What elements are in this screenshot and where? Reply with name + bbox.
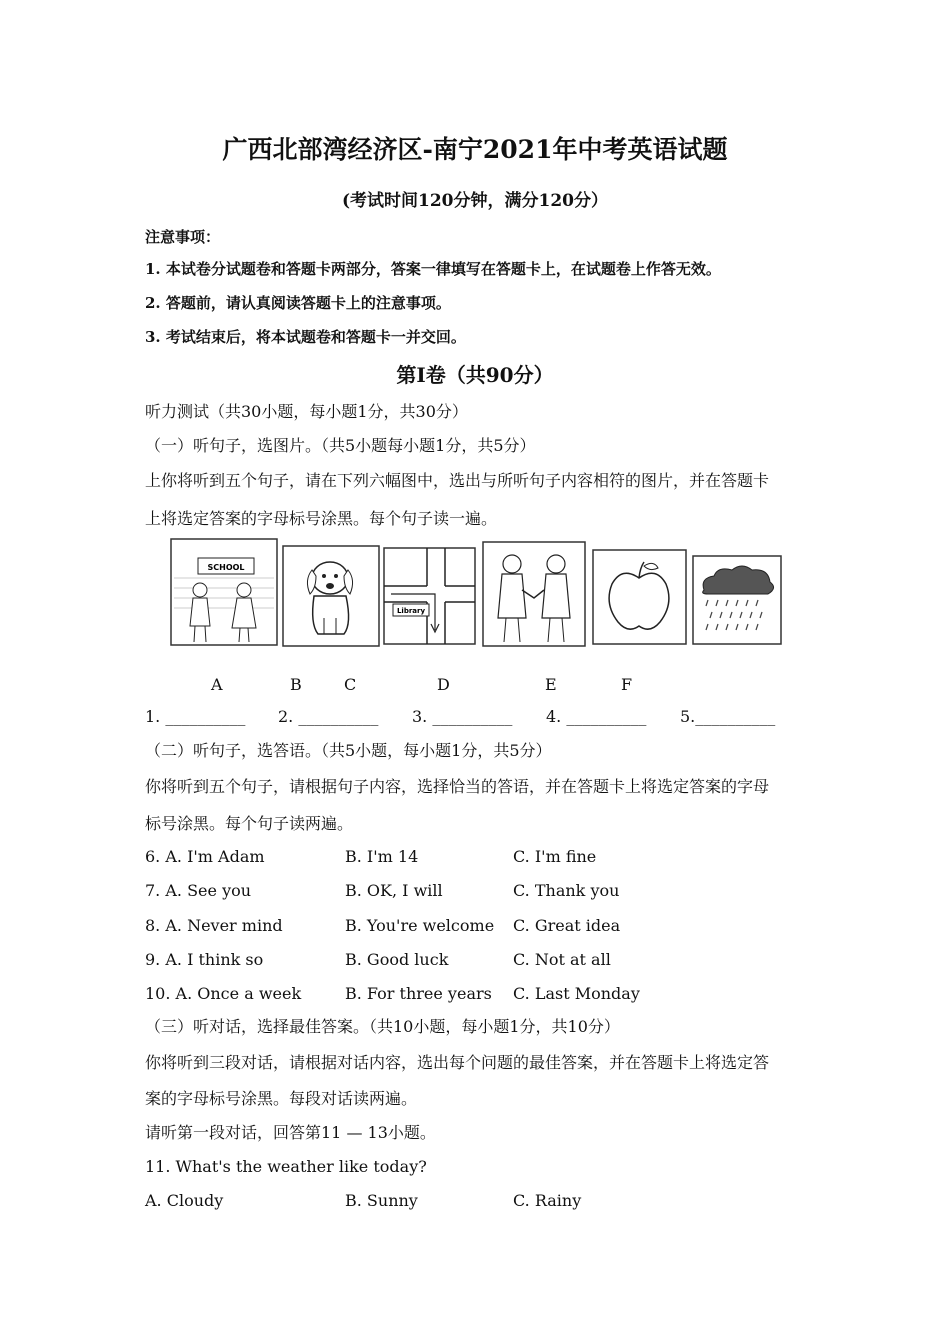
picture-letter-a: A (211, 675, 223, 694)
q8-option-c: C. Great idea (513, 916, 621, 935)
q8-option-b: B. You're welcome (345, 916, 495, 935)
part3-instruction-1: 你将听到三段对话，请根据对话内容，选出每个问题的最佳答案，并在答题卡上将选定答 (145, 1053, 770, 1072)
picture-school (170, 538, 278, 648)
q7-option-a: 7. A. See you (145, 881, 252, 900)
q10-option-a: 10. A. Once a week (145, 984, 302, 1003)
exam-subtitle: (考试时间120分钟，满分120分） (341, 191, 608, 211)
listening-heading: 听力测试（共30小题，每小题1分，共30分） (145, 402, 468, 421)
q11-option-a: A. Cloudy (145, 1191, 224, 1210)
picture-handshake (482, 538, 586, 648)
q9-option-c: C. Not at all (513, 950, 611, 969)
part2-heading: （二）听句子，选答语。（共5小题，每小题1分，共5分） (145, 741, 552, 760)
picture-apple (592, 538, 687, 648)
q8-option-a: 8. A. Never mind (145, 916, 283, 935)
part1-instruction-2: 上将选定答案的字母标号涂黑。每个句子读一遍。 (145, 509, 498, 528)
school-sign-label: SCHOOL (207, 563, 245, 572)
q11-question: 11. What's the weather like today? (145, 1157, 427, 1176)
q10-option-c: C. Last Monday (513, 984, 640, 1003)
picture-dog (282, 538, 380, 648)
q6-option-a: 6. A. I'm Adam (145, 847, 265, 866)
picture-letter-b: B (290, 675, 302, 694)
picture-rain-cloud (692, 538, 782, 648)
library-sign-label: Library (396, 607, 426, 615)
q6-option-b: B. I'm 14 (345, 847, 419, 866)
q7-option-b: B. OK, I will (345, 881, 443, 900)
q7-option-c: C. Thank you (513, 881, 620, 900)
section-title: 第Ⅰ卷（共90分） (396, 363, 554, 387)
dialogue-1-instruction: 请听第一段对话，回答第11 — 13小题。 (145, 1123, 436, 1142)
part1-heading: （一）听句子，选图片。（共5小题每小题1分，共5分） (145, 436, 536, 455)
q6-option-c: C. I'm fine (513, 847, 597, 866)
notice-item-1: 1. 本试卷分试题卷和答题卡两部分，答案一律填写在答题卡上，在试题卷上作答无效。 (145, 260, 721, 278)
notice-heading: 注意事项： (145, 228, 221, 246)
answer-blank-2: 2. __________ (278, 707, 379, 726)
notice-item-2: 2. 答题前，请认真阅读答题卡上的注意事项。 (145, 294, 451, 312)
part2-instruction-2: 标号涂黑。每个句子读两遍。 (145, 814, 354, 833)
q11-option-b: B. Sunny (345, 1191, 418, 1210)
exam-title: 广西北部湾经济区-南宁2021年中考英语试题 (222, 135, 728, 164)
part3-heading: （三）听对话，选择最佳答案。（共10小题，每小题1分，共10分） (145, 1017, 620, 1036)
q9-option-a: 9. A. I think so (145, 950, 264, 969)
q10-option-b: B. For three years (345, 984, 492, 1003)
part1-instruction-1: 上你将听到五个句子，请在下列六幅图中，选出与所听句子内容相符的图片，并在答题卡 (145, 471, 770, 490)
answer-blank-1: 1. __________ (145, 707, 246, 726)
q11-option-c: C. Rainy (513, 1191, 582, 1210)
answer-blank-5: 5.__________ (680, 707, 776, 726)
notice-item-3: 3. 考试结束后，将本试题卷和答题卡一并交回。 (145, 328, 466, 346)
part2-instruction-1: 你将听到五个句子，请根据句子内容，选择恰当的答语，并在答题卡上将选定答案的字母 (145, 777, 770, 796)
answer-blank-3: 3. __________ (412, 707, 513, 726)
picture-letter-d: D (437, 675, 450, 694)
picture-library-map (383, 538, 476, 648)
picture-letter-f: F (621, 675, 633, 694)
q9-option-b: B. Good luck (345, 950, 449, 969)
picture-letter-c: C (344, 675, 357, 694)
answer-blank-4: 4. __________ (546, 707, 647, 726)
picture-letter-e: E (545, 675, 557, 694)
part3-instruction-2: 案的字母标号涂黑。每段对话读两遍。 (145, 1089, 418, 1108)
